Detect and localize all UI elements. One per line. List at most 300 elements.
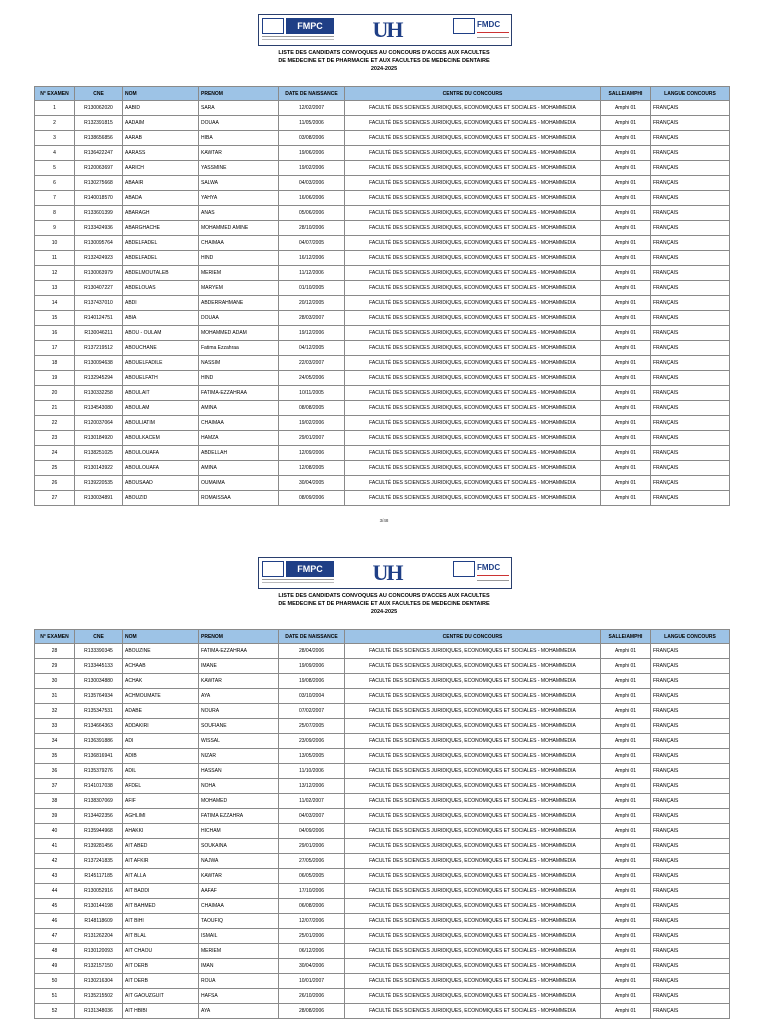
cell-nom: AIT ABED xyxy=(123,839,199,854)
cell-centre: FACULTÉ DES SCIENCES JURIDIQUES, ECONOMIQUES ET SOCIALES - MOHAMMEDIA xyxy=(345,251,601,266)
cell-salle: Amphi 01 xyxy=(601,719,651,734)
cell-langue: FRANÇAIS xyxy=(651,779,730,794)
table-row xyxy=(35,929,730,944)
table-row xyxy=(35,431,730,446)
cell-cne: R137241835 xyxy=(75,854,123,869)
cell-prenom: MARYEM xyxy=(199,281,279,296)
cell-centre: FACULTÉ DES SCIENCES JURIDIQUES, ECONOMIQUES ET SOCIALES - MOHAMMEDIA xyxy=(345,794,601,809)
table-header-row xyxy=(35,87,730,101)
cell-centre: FACULTÉ DES SCIENCES JURIDIQUES, ECONOMIQUES ET SOCIALES - MOHAMMEDIA xyxy=(345,356,601,371)
table-row xyxy=(35,161,730,176)
cell-num: 19 xyxy=(35,371,75,386)
cell-centre: FACULTÉ DES SCIENCES JURIDIQUES, ECONOMIQUES ET SOCIALES - MOHAMMEDIA xyxy=(345,101,601,116)
cell-nom: ADI xyxy=(123,734,199,749)
cell-prenom: Fatima Ezzahraa xyxy=(199,341,279,356)
document-title-2 xyxy=(0,592,768,616)
cell-nom: ABDELOUAS xyxy=(123,281,199,296)
cell-centre: FACULTÉ DES SCIENCES JURIDIQUES, ECONOMIQUES ET SOCIALES - MOHAMMEDIA xyxy=(345,401,601,416)
table-row xyxy=(35,644,730,659)
col-header-langue: LANGUE CONCOURS xyxy=(651,630,730,644)
page-number: 3/48 xyxy=(379,518,389,523)
table-row xyxy=(35,674,730,689)
cell-prenom: FATIMA-EZZAHRAA xyxy=(199,386,279,401)
cell-num: 28 xyxy=(35,644,75,659)
cell-num: 9 xyxy=(35,221,75,236)
cell-langue: FRANÇAIS xyxy=(651,854,730,869)
cell-salle: Amphi 01 xyxy=(601,929,651,944)
cell-num: 10 xyxy=(35,236,75,251)
cell-prenom: CHAIMAA xyxy=(199,236,279,251)
table-row xyxy=(35,491,730,506)
cell-nom: ADABE xyxy=(123,704,199,719)
table-row xyxy=(35,311,730,326)
cell-salle: Amphi 01 xyxy=(601,914,651,929)
col-header-prenom: PRENOM xyxy=(199,87,279,101)
cell-num: 12 xyxy=(35,266,75,281)
cell-langue: FRANÇAIS xyxy=(651,899,730,914)
cell-num: 32 xyxy=(35,704,75,719)
cell-cne: R135944968 xyxy=(75,824,123,839)
cell-dob: 17/10/2006 xyxy=(279,884,345,899)
cell-prenom: KAWTAR xyxy=(199,146,279,161)
cell-salle: Amphi 01 xyxy=(601,476,651,491)
cell-cne: R130120093 xyxy=(75,944,123,959)
col-header-dob: DATE DE NAISSANCE xyxy=(279,87,345,101)
cell-salle: Amphi 01 xyxy=(601,326,651,341)
cell-cne: R138307069 xyxy=(75,794,123,809)
cell-centre: FACULTÉ DES SCIENCES JURIDIQUES, ECONOMIQUES ET SOCIALES - MOHAMMEDIA xyxy=(345,146,601,161)
cell-num: 1 xyxy=(35,101,75,116)
cell-nom: ABOULAIT xyxy=(123,386,199,401)
uh2-logo-2: UH xyxy=(372,560,402,585)
table-row xyxy=(35,446,730,461)
table-row xyxy=(35,251,730,266)
cell-nom: AIT DERB xyxy=(123,959,199,974)
cell-salle: Amphi 01 xyxy=(601,1004,651,1019)
cell-langue: FRANÇAIS xyxy=(651,401,730,416)
cell-num: 3 xyxy=(35,131,75,146)
cell-salle: Amphi 01 xyxy=(601,371,651,386)
col-header-cne: CNE xyxy=(75,87,123,101)
cell-salle: Amphi 01 xyxy=(601,824,651,839)
table-row xyxy=(35,719,730,734)
fmpc-logo-2: FMPC xyxy=(262,561,334,585)
uh2-logo: UH xyxy=(372,17,402,42)
col-header-salle: SALLE/AMPHI xyxy=(601,87,651,101)
cell-dob: 10/01/2007 xyxy=(279,974,345,989)
cell-langue: FRANÇAIS xyxy=(651,734,730,749)
cell-nom: ADIB xyxy=(123,749,199,764)
table-row xyxy=(35,824,730,839)
cell-prenom: ROMAISSAA xyxy=(199,491,279,506)
cell-num: 20 xyxy=(35,386,75,401)
table-row xyxy=(35,944,730,959)
cell-num: 52 xyxy=(35,1004,75,1019)
cell-dob: 04/03/2006 xyxy=(279,176,345,191)
col-header-centre: CENTRE DU CONCOURS xyxy=(345,630,601,644)
cell-prenom: NOHA xyxy=(199,779,279,794)
cell-cne: R141017038 xyxy=(75,779,123,794)
cell-cne: R136391886 xyxy=(75,734,123,749)
cell-salle: Amphi 01 xyxy=(601,101,651,116)
cell-salle: Amphi 01 xyxy=(601,884,651,899)
cell-cne: R134543080 xyxy=(75,401,123,416)
cell-num: 27 xyxy=(35,491,75,506)
cell-prenom: SOUFIANE xyxy=(199,719,279,734)
cell-langue: FRANÇAIS xyxy=(651,431,730,446)
cell-cne: R130275668 xyxy=(75,176,123,191)
cell-prenom: YAHYA xyxy=(199,191,279,206)
table-row xyxy=(35,341,730,356)
cell-num: 23 xyxy=(35,431,75,446)
cell-langue: FRANÇAIS xyxy=(651,386,730,401)
cell-salle: Amphi 01 xyxy=(601,446,651,461)
cell-nom: AIT CHAOU xyxy=(123,944,199,959)
cell-nom: AARASS xyxy=(123,146,199,161)
cell-cne: R133424936 xyxy=(75,221,123,236)
cell-num: 2 xyxy=(35,116,75,131)
cell-cne: R132424923 xyxy=(75,251,123,266)
table-row xyxy=(35,191,730,206)
cell-langue: FRANÇAIS xyxy=(651,824,730,839)
table-row xyxy=(35,734,730,749)
cell-prenom: MOHAMED xyxy=(199,794,279,809)
cell-cne: R133445133 xyxy=(75,659,123,674)
cell-nom: AIT HBIBI xyxy=(123,1004,199,1019)
cell-langue: FRANÇAIS xyxy=(651,704,730,719)
cell-prenom: MOHAMMED AMINE xyxy=(199,221,279,236)
cell-salle: Amphi 01 xyxy=(601,959,651,974)
cell-cne: R130332258 xyxy=(75,386,123,401)
cell-dob: 06/08/2006 xyxy=(279,899,345,914)
cell-salle: Amphi 01 xyxy=(601,764,651,779)
cell-centre: FACULTÉ DES SCIENCES JURIDIQUES, ECONOMIQUES ET SOCIALES - MOHAMMEDIA xyxy=(345,974,601,989)
cell-nom: AABID xyxy=(123,101,199,116)
cell-langue: FRANÇAIS xyxy=(651,974,730,989)
cell-salle: Amphi 01 xyxy=(601,704,651,719)
cell-prenom: AYA xyxy=(199,1004,279,1019)
candidates-table-1 xyxy=(34,86,730,506)
table-row xyxy=(35,854,730,869)
cell-langue: FRANÇAIS xyxy=(651,839,730,854)
cell-nom: AFDEL xyxy=(123,779,199,794)
cell-dob: 19/09/2006 xyxy=(279,659,345,674)
cell-dob: 19/02/2006 xyxy=(279,416,345,431)
fmdc-logo: FMDC xyxy=(453,18,509,42)
cell-centre: FACULTÉ DES SCIENCES JURIDIQUES, ECONOMIQUES ET SOCIALES - MOHAMMEDIA xyxy=(345,944,601,959)
table-row xyxy=(35,206,730,221)
cell-dob: 07/02/2007 xyxy=(279,704,345,719)
cell-nom: ABDELFADEL xyxy=(123,251,199,266)
table-row xyxy=(35,281,730,296)
cell-num: 21 xyxy=(35,401,75,416)
cell-cne: R130052916 xyxy=(75,884,123,899)
cell-dob: 30/04/2006 xyxy=(279,959,345,974)
cell-cne: R135347531 xyxy=(75,704,123,719)
table-row xyxy=(35,704,730,719)
cell-centre: FACULTÉ DES SCIENCES JURIDIQUES, ECONOMIQUES ET SOCIALES - MOHAMMEDIA xyxy=(345,296,601,311)
cell-centre: FACULTÉ DES SCIENCES JURIDIQUES, ECONOMIQUES ET SOCIALES - MOHAMMEDIA xyxy=(345,1004,601,1019)
cell-dob: 22/03/2007 xyxy=(279,356,345,371)
cell-centre: FACULTÉ DES SCIENCES JURIDIQUES, ECONOMIQUES ET SOCIALES - MOHAMMEDIA xyxy=(345,281,601,296)
cell-cne: R130216304 xyxy=(75,974,123,989)
cell-langue: FRANÇAIS xyxy=(651,326,730,341)
cell-centre: FACULTÉ DES SCIENCES JURIDIQUES, ECONOMIQUES ET SOCIALES - MOHAMMEDIA xyxy=(345,869,601,884)
cell-salle: Amphi 01 xyxy=(601,644,651,659)
cell-langue: FRANÇAIS xyxy=(651,914,730,929)
cell-dob: 19/06/2006 xyxy=(279,146,345,161)
cell-cne: R130034880 xyxy=(75,674,123,689)
cell-cne: R132157150 xyxy=(75,959,123,974)
cell-dob: 11/05/2006 xyxy=(279,116,345,131)
cell-dob: 04/07/2005 xyxy=(279,236,345,251)
cell-nom: ABDELMOUTALEB xyxy=(123,266,199,281)
cell-cne: R145117185 xyxy=(75,869,123,884)
cell-salle: Amphi 01 xyxy=(601,749,651,764)
cell-dob: 20/12/2005 xyxy=(279,296,345,311)
cell-nom: AFIF xyxy=(123,794,199,809)
cell-langue: FRANÇAIS xyxy=(651,869,730,884)
cell-prenom: ISMAIL xyxy=(199,929,279,944)
cell-dob: 12/08/2005 xyxy=(279,461,345,476)
cell-prenom: MERIEM xyxy=(199,266,279,281)
cell-num: 17 xyxy=(35,341,75,356)
col-header-prenom: PRENOM xyxy=(199,630,279,644)
cell-num: 45 xyxy=(35,899,75,914)
header-banner-2 xyxy=(258,557,512,589)
table-row xyxy=(35,131,730,146)
table-row xyxy=(35,416,730,431)
table-row xyxy=(35,974,730,989)
cell-centre: FACULTÉ DES SCIENCES JURIDIQUES, ECONOMIQUES ET SOCIALES - MOHAMMEDIA xyxy=(345,461,601,476)
title-line-3: 2024-2025 xyxy=(370,66,398,72)
cell-dob: 04/03/2007 xyxy=(279,809,345,824)
cell-langue: FRANÇAIS xyxy=(651,341,730,356)
cell-nom: ACHMOUMATE xyxy=(123,689,199,704)
cell-salle: Amphi 01 xyxy=(601,281,651,296)
cell-centre: FACULTÉ DES SCIENCES JURIDIQUES, ECONOMIQUES ET SOCIALES - MOHAMMEDIA xyxy=(345,236,601,251)
cell-prenom: WISSAL xyxy=(199,734,279,749)
cell-prenom: OUMAIMA xyxy=(199,476,279,491)
cell-prenom: AAFAF xyxy=(199,884,279,899)
cell-dob: 28/03/2007 xyxy=(279,311,345,326)
cell-salle: Amphi 01 xyxy=(601,131,651,146)
cell-salle: Amphi 01 xyxy=(601,356,651,371)
title-line-2: DE MEDECINE ET DE PHARMACIE ET AUX FACULTES DE MEDECINE DENTAIRE xyxy=(278,601,490,607)
cell-nom: AIT BLAL xyxy=(123,929,199,944)
cell-centre: FACULTÉ DES SCIENCES JURIDIQUES, ECONOMIQUES ET SOCIALES - MOHAMMEDIA xyxy=(345,989,601,1004)
document-title xyxy=(0,49,768,73)
cell-nom: AADAIM xyxy=(123,116,199,131)
cell-dob: 03/08/2006 xyxy=(279,131,345,146)
cell-prenom: HIND xyxy=(199,251,279,266)
cell-dob: 10/11/2005 xyxy=(279,386,345,401)
cell-num: 13 xyxy=(35,281,75,296)
cell-cne: R134422356 xyxy=(75,809,123,824)
cell-cne: R134664363 xyxy=(75,719,123,734)
cell-langue: FRANÇAIS xyxy=(651,461,730,476)
table-row xyxy=(35,146,730,161)
cell-dob: 28/04/2006 xyxy=(279,644,345,659)
cell-salle: Amphi 01 xyxy=(601,236,651,251)
cell-cne: R131262204 xyxy=(75,929,123,944)
cell-num: 47 xyxy=(35,929,75,944)
cell-centre: FACULTÉ DES SCIENCES JURIDIQUES, ECONOMIQUES ET SOCIALES - MOHAMMEDIA xyxy=(345,116,601,131)
cell-nom: AARICH xyxy=(123,161,199,176)
cell-num: 26 xyxy=(35,476,75,491)
cell-prenom: SARA xyxy=(199,101,279,116)
cell-dob: 08/08/2005 xyxy=(279,401,345,416)
cell-salle: Amphi 01 xyxy=(601,341,651,356)
table-row xyxy=(35,659,730,674)
cell-prenom: AMINA xyxy=(199,461,279,476)
cell-num: 37 xyxy=(35,779,75,794)
cell-prenom: SALWA xyxy=(199,176,279,191)
cell-cne: R137437010 xyxy=(75,296,123,311)
cell-nom: ABOULAM xyxy=(123,401,199,416)
cell-langue: FRANÇAIS xyxy=(651,191,730,206)
cell-langue: FRANÇAIS xyxy=(651,176,730,191)
cell-nom: ABAAIR xyxy=(123,176,199,191)
cell-langue: FRANÇAIS xyxy=(651,146,730,161)
cell-cne: R120063697 xyxy=(75,161,123,176)
title-line-1: LISTE DES CANDIDATS CONVOQUES AU CONCOURS D'ACCES AUX FACULTES xyxy=(278,593,490,599)
cell-num: 24 xyxy=(35,446,75,461)
cell-dob: 25/01/2006 xyxy=(279,929,345,944)
cell-cne: R140018570 xyxy=(75,191,123,206)
table-row xyxy=(35,386,730,401)
cell-cne: R130184920 xyxy=(75,431,123,446)
cell-centre: FACULTÉ DES SCIENCES JURIDIQUES, ECONOMIQUES ET SOCIALES - MOHAMMEDIA xyxy=(345,446,601,461)
cell-langue: FRANÇAIS xyxy=(651,446,730,461)
cell-prenom: SOUKAINA xyxy=(199,839,279,854)
cell-dob: 19/08/2006 xyxy=(279,674,345,689)
cell-dob: 12/02/2007 xyxy=(279,101,345,116)
cell-salle: Amphi 01 xyxy=(601,386,651,401)
cell-centre: FACULTÉ DES SCIENCES JURIDIQUES, ECONOMIQUES ET SOCIALES - MOHAMMEDIA xyxy=(345,704,601,719)
cell-prenom: YASSMINE xyxy=(199,161,279,176)
table-row xyxy=(35,476,730,491)
cell-centre: FACULTÉ DES SCIENCES JURIDIQUES, ECONOMIQUES ET SOCIALES - MOHAMMEDIA xyxy=(345,959,601,974)
cell-cne: R120037064 xyxy=(75,416,123,431)
cell-salle: Amphi 01 xyxy=(601,416,651,431)
cell-num: 40 xyxy=(35,824,75,839)
cell-prenom: DOUAA xyxy=(199,311,279,326)
cell-prenom: HASSAN xyxy=(199,764,279,779)
cell-dob: 25/07/2005 xyxy=(279,719,345,734)
cell-num: 14 xyxy=(35,296,75,311)
cell-salle: Amphi 01 xyxy=(601,689,651,704)
table-row xyxy=(35,764,730,779)
cell-cne: R139281456 xyxy=(75,839,123,854)
cell-prenom: NIZAR xyxy=(199,749,279,764)
cell-dob: 13/12/2006 xyxy=(279,779,345,794)
col-header-num: N° EXAMEN xyxy=(35,630,75,644)
cell-num: 48 xyxy=(35,944,75,959)
cell-nom: AIT AFKIR xyxy=(123,854,199,869)
cell-salle: Amphi 01 xyxy=(601,869,651,884)
cell-num: 25 xyxy=(35,461,75,476)
cell-salle: Amphi 01 xyxy=(601,431,651,446)
col-header-langue: LANGUE CONCOURS xyxy=(651,87,730,101)
table-row xyxy=(35,989,730,1004)
cell-dob: 12/07/2006 xyxy=(279,914,345,929)
cell-salle: Amphi 01 xyxy=(601,116,651,131)
table-row xyxy=(35,461,730,476)
fmpc-logo: FMPC xyxy=(262,18,334,42)
cell-salle: Amphi 01 xyxy=(601,989,651,1004)
cell-langue: FRANÇAIS xyxy=(651,764,730,779)
table-row xyxy=(35,371,730,386)
cell-dob: 06/05/2005 xyxy=(279,869,345,884)
cell-langue: FRANÇAIS xyxy=(651,1004,730,1019)
cell-num: 34 xyxy=(35,734,75,749)
cell-dob: 04/09/2006 xyxy=(279,824,345,839)
cell-nom: AIT GAOUZGUIT xyxy=(123,989,199,1004)
table-row xyxy=(35,794,730,809)
cell-salle: Amphi 01 xyxy=(601,674,651,689)
cell-dob: 27/05/2006 xyxy=(279,854,345,869)
cell-prenom: ABDELLAH xyxy=(199,446,279,461)
cell-langue: FRANÇAIS xyxy=(651,296,730,311)
cell-dob: 11/02/2007 xyxy=(279,794,345,809)
cell-prenom: HAFSA xyxy=(199,989,279,1004)
cell-langue: FRANÇAIS xyxy=(651,809,730,824)
cell-langue: FRANÇAIS xyxy=(651,884,730,899)
cell-prenom: CHAIMAA xyxy=(199,416,279,431)
cell-prenom: NAJWA xyxy=(199,854,279,869)
title-line-1: LISTE DES CANDIDATS CONVOQUES AU CONCOURS D'ACCES AUX FACULTES xyxy=(278,50,490,56)
cell-centre: FACULTÉ DES SCIENCES JURIDIQUES, ECONOMIQUES ET SOCIALES - MOHAMMEDIA xyxy=(345,734,601,749)
title-line-3: 2024-2025 xyxy=(370,609,398,615)
cell-centre: FACULTÉ DES SCIENCES JURIDIQUES, ECONOMIQUES ET SOCIALES - MOHAMMEDIA xyxy=(345,311,601,326)
table-row xyxy=(35,221,730,236)
cell-langue: FRANÇAIS xyxy=(651,356,730,371)
cell-centre: FACULTÉ DES SCIENCES JURIDIQUES, ECONOMIQUES ET SOCIALES - MOHAMMEDIA xyxy=(345,161,601,176)
cell-langue: FRANÇAIS xyxy=(651,266,730,281)
cell-prenom: MERIEM xyxy=(199,944,279,959)
cell-salle: Amphi 01 xyxy=(601,161,651,176)
cell-centre: FACULTÉ DES SCIENCES JURIDIQUES, ECONOMIQUES ET SOCIALES - MOHAMMEDIA xyxy=(345,899,601,914)
cell-dob: 08/09/2006 xyxy=(279,491,345,506)
cell-dob: 24/05/2006 xyxy=(279,371,345,386)
cell-dob: 30/04/2005 xyxy=(279,476,345,491)
cell-prenom: HICHAM xyxy=(199,824,279,839)
table-row xyxy=(35,401,730,416)
cell-prenom: FATIMA EZZAHRA xyxy=(199,809,279,824)
cell-nom: ABOU - OULAM xyxy=(123,326,199,341)
cell-nom: ABOUELFATH xyxy=(123,371,199,386)
cell-nom: AHAKKI xyxy=(123,824,199,839)
cell-dob: 01/10/2005 xyxy=(279,281,345,296)
table-row xyxy=(35,689,730,704)
cell-centre: FACULTÉ DES SCIENCES JURIDIQUES, ECONOMIQUES ET SOCIALES - MOHAMMEDIA xyxy=(345,749,601,764)
cell-num: 6 xyxy=(35,176,75,191)
cell-langue: FRANÇAIS xyxy=(651,944,730,959)
col-header-centre: CENTRE DU CONCOURS xyxy=(345,87,601,101)
cell-dob: 12/09/2006 xyxy=(279,446,345,461)
cell-cne: R135379276 xyxy=(75,764,123,779)
cell-langue: FRANÇAIS xyxy=(651,659,730,674)
cell-num: 46 xyxy=(35,914,75,929)
cell-num: 50 xyxy=(35,974,75,989)
cell-nom: AGHLIMI xyxy=(123,809,199,824)
cell-langue: FRANÇAIS xyxy=(651,959,730,974)
cell-prenom: AYA xyxy=(199,689,279,704)
cell-salle: Amphi 01 xyxy=(601,176,651,191)
cell-centre: FACULTÉ DES SCIENCES JURIDIQUES, ECONOMIQUES ET SOCIALES - MOHAMMEDIA xyxy=(345,386,601,401)
cell-nom: AIT BADDI xyxy=(123,884,199,899)
